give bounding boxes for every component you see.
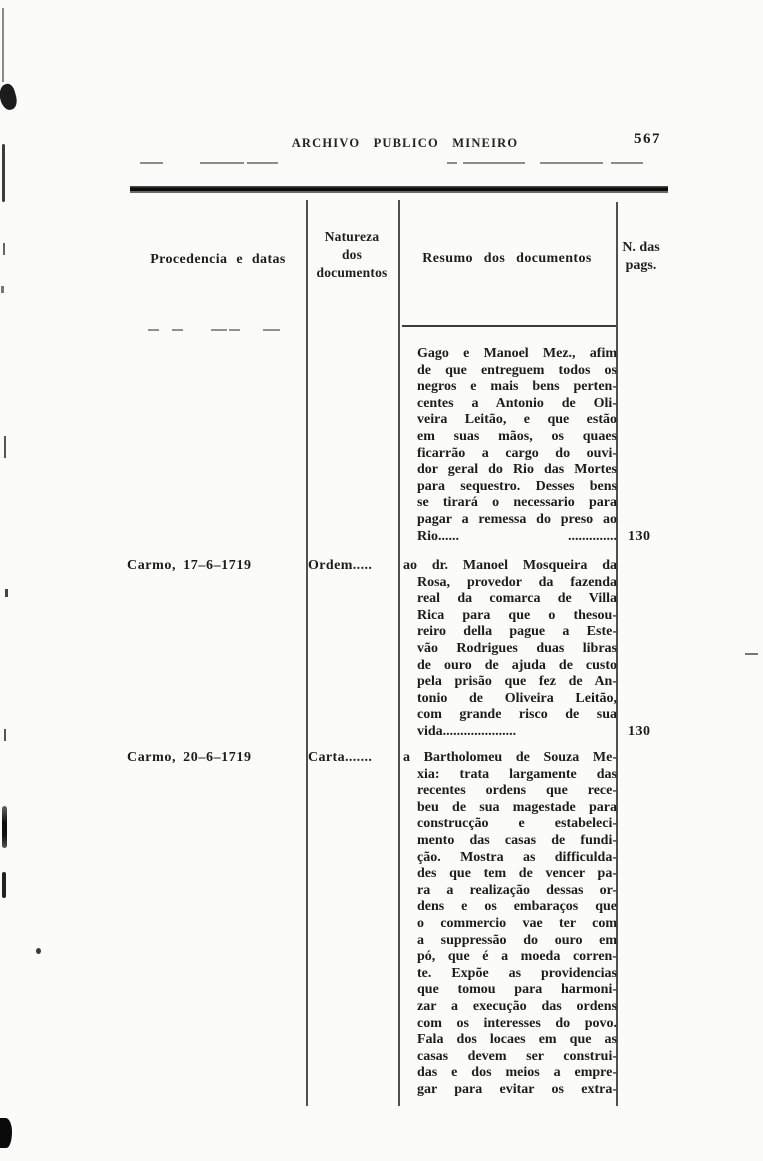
resumo-line: vida..................... xyxy=(417,723,517,739)
resumo-line: se tirará o necessario para xyxy=(417,495,617,511)
column-header-pags xyxy=(617,239,665,274)
resumo-line: xia: trata largamente das xyxy=(417,766,617,782)
header-dash-segment xyxy=(263,329,280,331)
resumo-line: que tomou para harmoni- xyxy=(417,982,617,998)
scan-artifact xyxy=(745,653,758,655)
scan-artifact xyxy=(5,589,8,597)
resumo-line: real da comarca de Villa xyxy=(417,591,617,607)
resumo-cell xyxy=(403,558,617,741)
scan-artifact xyxy=(2,872,6,898)
scan-artifact xyxy=(0,82,19,111)
resumo-line: a Bartholomeu de Souza Me- xyxy=(403,750,617,765)
resumo-line: Rio...... .............. xyxy=(417,528,617,544)
resumo-line: gar para evitar os extra- xyxy=(417,1081,617,1097)
header-dash-segment xyxy=(229,329,240,331)
column-header-line: Resumo dos documentos xyxy=(422,251,592,266)
broken-rule-segment xyxy=(611,162,643,164)
scan-artifact xyxy=(2,144,5,202)
resumo-line: Gago e Manoel Mez., afim xyxy=(417,346,617,361)
resumo-line: de ouro de ajuda de custo xyxy=(417,657,617,673)
header-dash-segment xyxy=(172,329,183,331)
column-header-resumo xyxy=(400,250,614,268)
resumo-line: com os interesses do povo. xyxy=(417,1015,617,1031)
column-header-line: dos xyxy=(341,247,363,262)
resumo-line: recentes ordens que rece- xyxy=(417,783,617,799)
resumo-header-underline xyxy=(402,325,616,327)
resumo-cell xyxy=(403,346,617,545)
resumo-line: reiro della pague a Este- xyxy=(417,624,617,640)
broken-rule-segment xyxy=(540,162,603,164)
column-header-line: documentos xyxy=(316,265,388,280)
resumo-line: dens e os embaraços que xyxy=(417,899,617,915)
pags-cell: 130 xyxy=(628,724,651,739)
resumo-line: o commercio vae ter com xyxy=(417,915,617,931)
resumo-line: construcção e estabeleci- xyxy=(417,816,617,832)
resumo-line: ao dr. Manoel Mosqueira da xyxy=(403,558,617,573)
table-top-rule xyxy=(130,186,668,193)
column-header-natureza xyxy=(307,228,397,282)
resumo-line: veira Leitão, e que estão xyxy=(417,412,617,428)
column-header-line: N. das xyxy=(622,240,660,255)
resumo-line: pó, que é a moeda corren- xyxy=(417,949,617,965)
column-separator xyxy=(398,200,400,1106)
resumo-line: vão Rodrigues duas libras xyxy=(417,640,617,656)
scan-artifact xyxy=(2,806,7,848)
resumo-line: com grande risco de sua xyxy=(417,707,617,723)
resumo-line: des que tem de vencer pa- xyxy=(417,866,617,882)
resumo-line: mento das casas de fundi- xyxy=(417,832,617,848)
resumo-line: Rosa, provedor da fazenda xyxy=(417,574,617,590)
header-dash-segment xyxy=(148,329,159,331)
resumo-line: ficarrão a cargo do ouvi- xyxy=(417,445,617,461)
scan-artifact xyxy=(2,8,4,82)
resumo-line: beu de sua magestade para xyxy=(417,799,617,815)
resumo-line: em suas mãos, os quaes xyxy=(417,428,617,444)
broken-rule-segment xyxy=(200,162,244,164)
resumo-line: ção. Mostra as difficulda- xyxy=(417,849,617,865)
resumo-line: dor geral do Rio das Mortes xyxy=(417,462,617,478)
scan-artifact xyxy=(4,436,6,458)
resumo-line: te. Expõe as providencias xyxy=(417,965,617,981)
column-header-procedencia xyxy=(132,251,304,269)
resumo-line: tonio de Oliveira Leitão, xyxy=(417,690,617,706)
resumo-line: pagar a remessa do preso ao xyxy=(417,511,617,527)
resumo-cell xyxy=(403,750,617,1098)
column-separator xyxy=(306,200,308,1106)
pags-cell: 130 xyxy=(628,528,651,544)
resumo-line: Rica para que o thesou- xyxy=(417,607,617,623)
column-header-line: Natureza xyxy=(324,229,380,244)
column-header-line: pags. xyxy=(625,257,657,273)
broken-rule-segment xyxy=(447,162,457,164)
procedencia-cell: Carmo, 17–6–1719 xyxy=(127,558,252,573)
scan-artifact xyxy=(36,948,41,954)
natureza-cell: Carta....... xyxy=(308,750,373,765)
resumo-line: centes a Antonio de Oli- xyxy=(417,395,617,411)
scan-artifact xyxy=(1,286,4,293)
resumo-line: ra a realização dessas or- xyxy=(417,882,617,898)
scan-artifact xyxy=(3,243,5,255)
resumo-line: de que entreguem todos os xyxy=(417,362,617,378)
resumo-line: pela prisão que fez de An- xyxy=(417,674,617,690)
resumo-line: para sequestro. Desses bens xyxy=(417,478,617,494)
natureza-cell: Ordem..... xyxy=(308,558,373,573)
column-header-line: Procedencia e datas xyxy=(150,252,286,267)
resumo-line: a suppressão do ouro em xyxy=(417,932,617,948)
resumo-line: das e dos meios a empre- xyxy=(417,1065,617,1081)
scan-artifact xyxy=(4,729,6,741)
page-number: 567 xyxy=(634,131,661,147)
resumo-line: Fala dos locaes em que as xyxy=(417,1032,617,1048)
broken-rule-segment xyxy=(247,162,278,164)
procedencia-cell: Carmo, 20–6–1719 xyxy=(127,750,252,765)
broken-rule-segment xyxy=(463,162,525,164)
scan-artifact xyxy=(0,1118,12,1148)
resumo-line: casas devem ser construi- xyxy=(417,1048,617,1064)
page-title: ARCHIVO PUBLICO MINEIRO xyxy=(291,136,519,150)
broken-rule-segment xyxy=(140,162,163,164)
header-dash-segment xyxy=(211,329,227,331)
resumo-line: zar a execução das ordens xyxy=(417,998,617,1014)
resumo-line: negros e mais bens perten- xyxy=(417,379,617,395)
